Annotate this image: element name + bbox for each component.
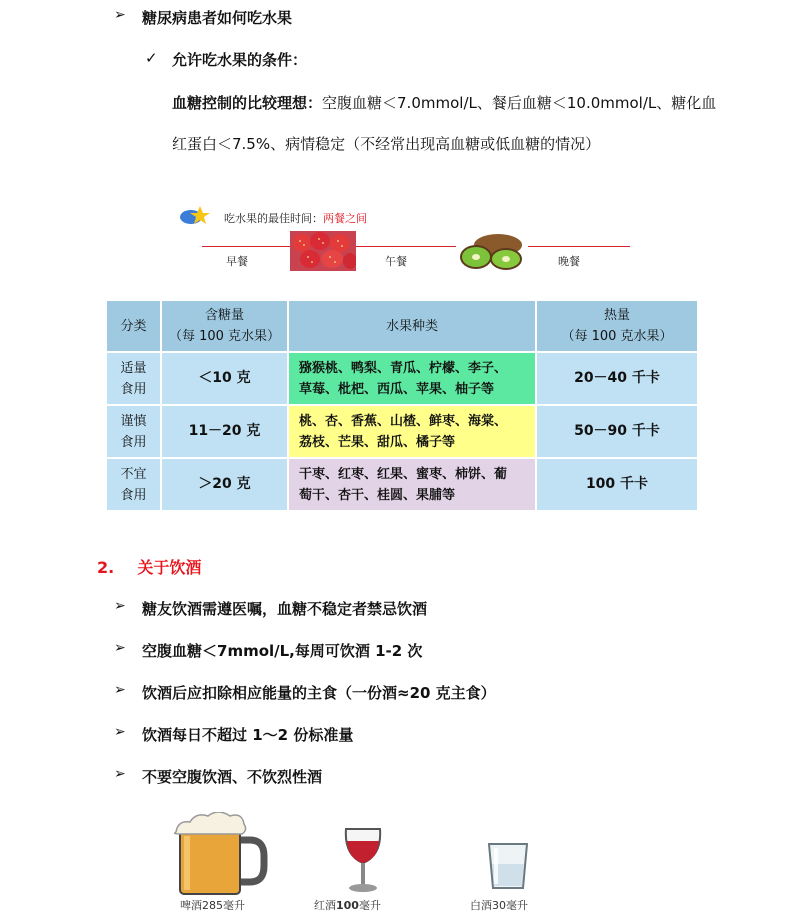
row-category: [106, 405, 161, 458]
section-number: 2.: [97, 558, 115, 577]
alcohol-bullet: 空腹血糖＜7mmol/L,每周可饮酒 1-2 次: [142, 642, 423, 660]
meal-dinner: 晚餐: [558, 255, 580, 268]
alcohol-bullet: 糖友饮酒需遵医嘱，血糖不稳定者禁忌饮酒: [142, 600, 428, 618]
table-row: [106, 352, 698, 405]
header-heat-line1: 热量: [603, 308, 630, 323]
timeline-line-left: [202, 246, 292, 247]
beer-caption: 啤酒285毫升: [180, 899, 245, 912]
condition-line-1: [172, 92, 716, 113]
arrow-bullet-icon: ➢: [114, 640, 126, 656]
category-line1: 适量: [120, 360, 147, 376]
spirits-caption: 白酒30毫升: [470, 899, 528, 912]
header-sugar: [161, 300, 288, 352]
header-category: 分类: [106, 300, 161, 352]
category-line1: 不宜: [120, 466, 147, 482]
row-sugar: 11－20 克: [161, 405, 288, 458]
category-line1: 谨慎: [120, 413, 147, 429]
meal-lunch: 午餐: [385, 255, 407, 268]
header-heat: [536, 300, 698, 352]
red-wine-caption: [314, 897, 381, 913]
table-header-row: [106, 300, 698, 352]
category-line2: 食用: [120, 381, 147, 397]
row-heat: 50－90 千卡: [536, 405, 698, 458]
star-icon: [178, 205, 212, 227]
header-fruits: 水果种类: [288, 300, 536, 352]
row-heat: 100 千卡: [536, 458, 698, 511]
red-wine-unit: 毫升: [358, 899, 381, 912]
fruits-line1: 猕猴桃、鸭梨、青瓜、柠檬、李子、: [299, 360, 508, 376]
fruits-line1: 桃、杏、香蕉、山楂、鲜枣、海棠、: [299, 413, 508, 429]
category-line2: 食用: [120, 434, 147, 450]
alcohol-section-title: [97, 555, 201, 578]
arrow-bullet-icon: ➢: [114, 766, 126, 782]
category-line2: 食用: [120, 487, 147, 503]
row-fruits: [288, 458, 536, 511]
strawberry-icon: [290, 231, 356, 271]
header-heat-line2: （每 100 克水果）: [561, 329, 673, 344]
check-icon: ✓: [145, 49, 158, 67]
kiwi-icon: [456, 233, 528, 271]
fruits-line1: 干枣、红枣、红果、蜜枣、柿饼、葡: [299, 466, 508, 482]
fruits-line2: 荔枝、芒果、甜瓜、橘子等: [299, 434, 456, 450]
section-title: 关于饮酒: [137, 558, 202, 577]
fruits-line2: 草莓、枇杷、西瓜、苹果、柚子等: [299, 381, 495, 397]
row-fruits: [288, 405, 536, 458]
row-heat: 20－40 千卡: [536, 352, 698, 405]
condition-line-2: 红蛋白＜7.5%、病情稳定（不经常出现高血糖或低血糖的情况）: [172, 135, 601, 153]
row-sugar: ＜10 克: [161, 352, 288, 405]
condition-label: 血糖控制的比较理想：: [172, 94, 323, 112]
timeline-highlight: 两餐之间: [323, 212, 367, 225]
row-sugar: ＞20 克: [161, 458, 288, 511]
table-row: [106, 458, 698, 511]
beer-mug-icon: [170, 812, 275, 898]
arrow-bullet-icon: ➢: [114, 598, 126, 614]
alcohol-bullet: 饮酒每日不超过 1～2 份标准量: [142, 726, 354, 744]
red-wine-prefix: 红酒: [314, 899, 336, 912]
timeline-title-text: 吃水果的最佳时间：: [224, 212, 323, 225]
spirits-glass-icon: [486, 840, 530, 892]
fruit-sub-bullet: 允许吃水果的条件：: [172, 51, 308, 69]
arrow-bullet-icon: ➢: [114, 7, 126, 23]
red-wine-glass-icon: [342, 825, 384, 895]
row-category: [106, 458, 161, 511]
alcohol-bullet: 不要空腹饮酒、不饮烈性酒: [142, 768, 323, 786]
alcohol-bullet: 饮酒后应扣除相应能量的主食（一份酒≈20 克主食）: [142, 684, 496, 702]
fruit-bullet: 糖尿病患者如何吃水果: [142, 9, 293, 27]
row-fruits: [288, 352, 536, 405]
timeline-line-right: [528, 246, 630, 247]
table-row: [106, 405, 698, 458]
timeline-title: [224, 210, 367, 226]
fruits-line2: 萄干、杏干、桂圆、果脯等: [299, 487, 456, 503]
fruit-timeline: [178, 200, 638, 275]
meal-breakfast: 早餐: [226, 255, 248, 268]
arrow-bullet-icon: ➢: [114, 724, 126, 740]
condition-text-1: 空腹血糖＜7.0mmol/L、餐后血糖＜10.0mmol/L、糖化血: [322, 94, 717, 112]
header-sugar-line1: 含糖量: [204, 308, 244, 323]
timeline-line-middle: [356, 246, 456, 247]
arrow-bullet-icon: ➢: [114, 682, 126, 698]
header-sugar-line2: （每 100 克水果）: [168, 329, 281, 344]
row-category: [106, 352, 161, 405]
red-wine-amount: 100: [336, 899, 359, 912]
fruit-table: [105, 299, 699, 512]
